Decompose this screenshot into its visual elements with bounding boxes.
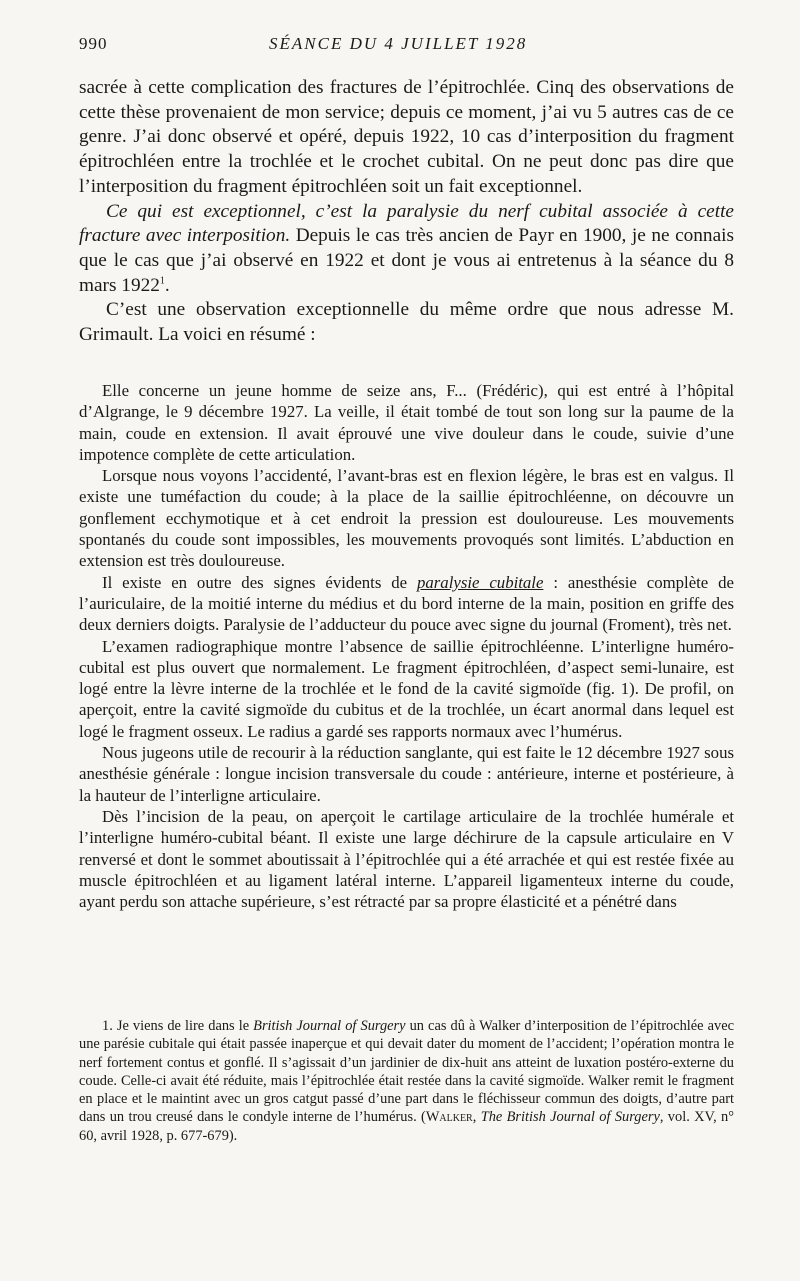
- case-paragraph-3: [79, 572, 734, 636]
- footnote-text-b: un cas dû à Walker d’interposition de l’épitrochlée avec une parésie cubitale qui était passée inaperçue et qui devait dater du moment de l’accident; l’opération montra le nerf fortement contus et gonflé. Il s’agissait d’un jardinier de dix-huit ans atteint de luxation postéro-externe du coude. Celle-ci avait été réduite, mais l’épitrochlée était restée dans la cavité sigmoïde. Walker remit le fragment en place et le maintint avec un gros catgut passé d’une part dans le fléchisseur commun des doigts, d’autre part dans un trou creusé dans le condyle interne de l’humérus. (: [79, 1018, 734, 1126]
- case-paragraph-3-start: Il existe en outre des signes évidents de: [102, 572, 417, 592]
- intro-italic-statement: Ce qui est exceptionnel, c’est la paralysie du nerf cubital associée à cette fracture avec interposition.: [79, 200, 734, 247]
- intro-section: [79, 76, 734, 348]
- intro-paragraph-2: [79, 200, 734, 299]
- case-paragraph-2: Lorsque nous voyons l’accidenté, l’avant-bras est en flexion légère, le bras est en valgus. Il existe une tuméfaction du coude; à la place de la saillie épitrochléenne, on découvre un gonflement ecchymotique et à cet endroit la pression est douloureuse. Les mouvements spontanés du coude sont impossibles, les mouvements provoqués sont limités. L’abduction en extension est très douloureuse.: [79, 466, 734, 571]
- intro-paragraph-2-end: .: [164, 274, 170, 296]
- page-header: [79, 34, 734, 58]
- intro-paragraph-2-text: Depuis le cas très ancien de Payr en 1900, je ne connais que le cas que j’ai observé en 1922 et dont je vous ai entretenus à la séance du 8 mars 1922: [79, 225, 734, 296]
- footnote-reference[interactable]: 1: [159, 275, 165, 287]
- running-title: SÉANCE DU 4 JUILLET 1928: [269, 34, 528, 53]
- intro-paragraph-3: C’est une observation exceptionnelle du même ordre que nous adresse M. Grimault. La voici en résumé :: [79, 299, 734, 346]
- footnote-text-c: ,: [472, 1109, 481, 1126]
- page-number: 990: [79, 34, 108, 53]
- case-paragraph-6: Dès l’incision de la peau, on aperçoit le cartilage articulaire de la trochlée humérale et l’interligne huméro-cubital béant. Il existe une large déchirure de la capsule articulaire en V renversé et dont le sommet aboutissait à l’épitrochlée qui a été arrachée et qui est restée fixée au muscle épitrochléen et au ligament latéral interne. L’appareil ligamenteux interne du coude, ayant perdu son attache supérieure, s’est rétracté par sa propre élasticité et a pénétré dans: [79, 806, 734, 912]
- intro-paragraph-1: sacrée à cette complication des fractures de l’épitrochlée. Cinq des observations de cette thèse provenaient de mon service; depuis ce moment, j’ai vu 5 autres cas de ce genre. J’ai donc observé et opéré, depuis 1922, 10 cas d’interposition du fragment épitrochléen entre la trochlée et le crochet cubital. On ne peut donc pas dire que l’interposition du fragment épitrochléen soit un fait exceptionnel.: [79, 77, 734, 197]
- case-paragraph-5: Nous jugeons utile de recourir à la réduction sanglante, qui est faite le 12 décembre 1927 sous anesthésie générale : longue incision transversale du coude : antérieure, interne et postérieure, à la hauteur de l’interligne articulaire.: [79, 743, 734, 805]
- footnote-1: [79, 1017, 734, 1145]
- footnote-text-d: , vol. XV, n° 60, avril 1928, p. 677-679).: [79, 1109, 734, 1144]
- footnote-journal-2: The British Journal of Surgery: [480, 1109, 660, 1126]
- footnote-journal-1: British Journal of Surgery: [253, 1018, 406, 1034]
- case-paragraph-4: L’examen radiographique montre l’absence de saillie épitrochléenne. L’interligne huméro-cubital est plus ouvert que normalement. Le fragment épitrochléen, d’aspect semi-lunaire, est logé entre la lèvre interne de la trochlée et le fond de la cavité sigmoïde (fig. 1). De profil, on aperçoit, entre la cavité sigmoïde du cubitus et de la trochlée, un écart anormal dans lequel est logé le fragment osseux. Le radius a gardé ses rapports normaux avec l’humérus.: [79, 636, 734, 741]
- case-paragraph-1: Elle concerne un jeune homme de seize ans, F... (Frédéric), qui est entré à l’hôpital d’Algrange, le 9 décembre 1927. La veille, il était tombé de tout son long sur la paume de la main, coude en extension. Il avait éprouvé une vive douleur dans le coude, suivie d’une impotence complète de cette articulation.: [79, 381, 734, 464]
- case-paragraph-3-rest: : anesthésie complète de l’auriculaire, de la moitié interne du médius et du bord interne de la main, position en griffe des deux derniers doigts. Paralysie de l’adducteur du pouce avec signe du journal (Froment), très net.: [79, 572, 734, 635]
- case-report-section: [79, 380, 734, 912]
- footnote-section: [79, 1017, 734, 1145]
- footnote-author: Walker: [425, 1109, 473, 1126]
- footnote-text-a: 1. Je viens de lire dans le: [102, 1018, 254, 1034]
- case-underlined-term: paralysie cubitale: [417, 572, 544, 592]
